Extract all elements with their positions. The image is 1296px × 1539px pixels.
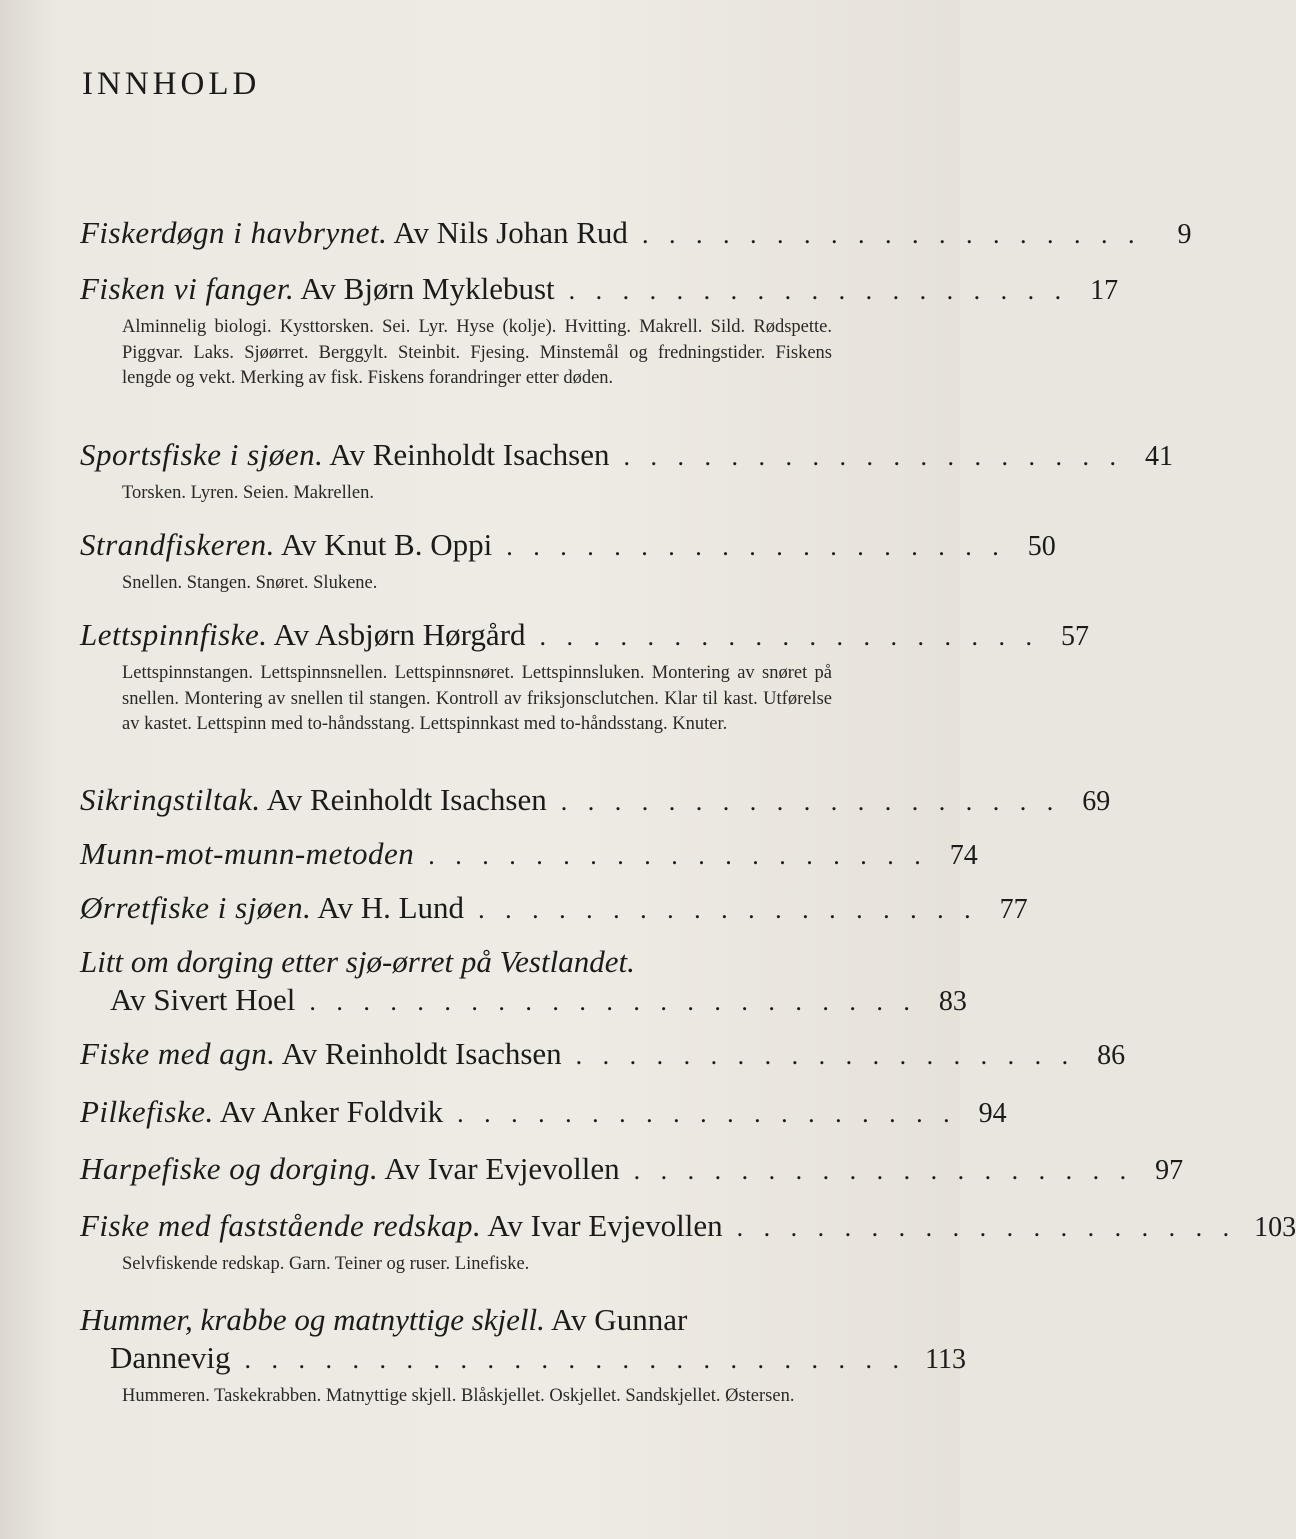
entry-title: Sportsfiske i sjøen. (80, 437, 324, 472)
entry-title: Litt om dorging etter sjø-ørret på Vestlandet. (80, 944, 635, 979)
entry-author: Av Sivert Hoel (110, 982, 296, 1017)
entry-page: 94 (978, 1098, 1007, 1129)
entry-author: Av Nils Johan Rud (393, 215, 628, 250)
toc-entry: Lettspinnfiske. Av Asbjørn Hørgård . . . . . . . . . . . . . . . . . . . 57 Lettspinnstangen. Lettspinnsnellen. Lettspinnsnøret. Lettspinnsluken. Montering av snøret på snellen. Montering av snellen til stangen. Kontroll av friksjonsclutchen. Klar til kast. Utførelse av kastet. Lettspinn med to-håndsstang. Lettspinnkast med to-håndsstang. Knuter. (80, 616, 895, 738)
toc-entry: Fiskerdøgn i havbrynet. Av Nils Johan Rud . . . . . . . . . . . . . . . . . . . 9 (80, 214, 895, 254)
entry-page: 103 (1254, 1212, 1296, 1243)
entry-subtopics: Snellen. Stangen. Snøret. Slukene. (122, 573, 378, 593)
toc-entry: Fiske med agn. Av Reinholdt Isachsen . . . . . . . . . . . . . . . . . . . 86 (80, 1035, 895, 1075)
entry-page: 86 (1097, 1040, 1126, 1071)
entry-page: 57 (1061, 621, 1090, 652)
entry-subtopics: Selvfiskende redskap. Garn. Teiner og ruser. Linefiske. (122, 1254, 530, 1274)
entry-subtopics: Lettspinnstangen. Lettspinnsnellen. Lettspinnsnøret. Lettspinnsluken. Montering av snøret på snellen. Montering av snellen til stangen. Kontroll av friksjonsclutchen. Klar til kast. Utførelse av kastet. Lettspinn med to-håndsstang. Lettspinnkast med to-håndsstang. Knuter. (122, 663, 832, 734)
entry-page: 97 (1155, 1155, 1184, 1186)
entry-author: Av Anker Foldvik (219, 1094, 444, 1129)
toc-entry: Sikringstiltak. Av Reinholdt Isachsen . . . . . . . . . . . . . . . . . . . 69 (80, 781, 895, 821)
entry-title: Hummer, krabbe og matnyttige skjell. (80, 1302, 545, 1337)
entry-title: Fisken vi fanger. (80, 271, 295, 306)
entry-page: 41 (1145, 441, 1173, 472)
entry-page: 50 (1027, 531, 1056, 562)
entry-author: Av Reinholdt Isachsen (281, 1036, 562, 1071)
entry-page: 83 (938, 986, 967, 1017)
toc-entry: Strandfiskeren. Av Knut B. Oppi . . . . . . . . . . . . . . . . . . . 50 Snellen. Stangen. Snøret. Slukene. (80, 526, 895, 597)
entry-author: Av Ivar Evjevollen (384, 1151, 620, 1186)
entry-title: Pilkefiske. (80, 1094, 214, 1129)
entry-subtopics: Torsken. Lyren. Seien. Makrellen. (122, 483, 374, 503)
entry-subtopics: Alminnelig biologi. Kysttorsken. Sei. Lyr. Hyse (kolje). Hvitting. Makrell. Sild. Rødspette. Piggvar. Laks. Sjøørret. Berggylt. Steinbit. Fjesing. Minstemål og fredningstider. Fiskens lengde og vekt. Merking av fisk. Fiskens forandringer etter døden. (122, 317, 832, 388)
entry-page: 74 (949, 840, 978, 871)
entry-title: Munn-mot-munn-metoden (80, 836, 415, 871)
entry-title: Sikringstiltak. (80, 782, 261, 817)
toc-entry: Fisken vi fanger. Av Bjørn Myklebust . . . . . . . . . . . . . . . . . . . 17 Alminnelig biologi. Kysttorsken. Sei. Lyr. Hyse (kolje). Hvitting. Makrell. Sild. Rødspette. Piggvar. Laks. Sjøørret. Berggylt. Steinbit. Fjesing. Minstemål og fredningstider. Fiskens lengde og vekt. Merking av fisk. Fiskens forandringer etter døden. (80, 270, 895, 392)
entry-page: 9 (1177, 219, 1192, 250)
toc-entry: Hummer, krabbe og matnyttige skjell. Av Gunnar Dannevig . . . . . . . . . . . . . . . . . . . . . . . . . 113 Hummeren. Taskekrabben. Matnyttige skjell. Blåskjellet. Oskjellet. Sandskjellet. Østersen. (80, 1301, 895, 1410)
toc-entry: Fiske med faststående redskap. Av Ivar Evjevollen . . . . . . . . . . . . . . . . . . . 103 Selvfiskende redskap. Garn. Teiner og ruser. Linefiske. (80, 1207, 895, 1278)
toc-entry: Sportsfiske i sjøen. Av Reinholdt Isachsen . . . . . . . . . . . . . . . . . . . 41 Torsken. Lyren. Seien. Makrellen. (80, 436, 895, 507)
entry-title: Strandfiskeren. (80, 527, 275, 562)
entry-page: 113 (925, 1344, 967, 1375)
toc-entry: Litt om dorging etter sjø-ørret på Vestlandet. Av Sivert Hoel . . . . . . . . . . . . . . . . . . . . . . . 83 (80, 943, 895, 1021)
entry-author-cont: Dannevig (110, 1340, 231, 1375)
entry-author: Av Reinholdt Isachsen (266, 782, 547, 817)
toc-entry: Ørretfiske i sjøen. Av H. Lund . . . . . . . . . . . . . . . . . . . 77 (80, 889, 895, 929)
entry-page: 17 (1090, 275, 1119, 306)
entry-page: 77 (999, 894, 1028, 925)
entry-title: Fiske med faststående redskap. (80, 1208, 482, 1243)
entry-title: Ørretfiske i sjøen. (80, 890, 312, 925)
entry-author: Av Asbjørn Hørgård (273, 617, 526, 652)
toc-entry: Harpefiske og dorging. Av Ivar Evjevollen . . . . . . . . . . . . . . . . . . . 97 (80, 1150, 895, 1190)
entry-author: Av Reinholdt Isachsen (329, 437, 610, 472)
entry-author: Av H. Lund (317, 890, 465, 925)
entry-title: Lettspinnfiske. (80, 617, 268, 652)
entry-author: Av Gunnar (550, 1302, 688, 1337)
page-heading: INNHOLD (82, 66, 261, 102)
entry-title: Harpefiske og dorging. (80, 1151, 379, 1186)
entry-author: Av Bjørn Myklebust (300, 271, 555, 306)
entry-title: Fiskerdøgn i havbrynet. (80, 215, 388, 250)
entry-title: Fiske med agn. (80, 1036, 276, 1071)
entry-subtopics: Hummeren. Taskekrabben. Matnyttige skjell. Blåskjellet. Oskjellet. Sandskjellet. Østersen. (122, 1386, 795, 1406)
entry-author: Av Knut B. Oppi (280, 527, 493, 562)
entry-author: Av Ivar Evjevollen (487, 1208, 723, 1243)
toc-entry: Munn-mot-munn-metoden . . . . . . . . . . . . . . . . . . . 74 (80, 835, 895, 875)
toc-entry: Pilkefiske. Av Anker Foldvik . . . . . . . . . . . . . . . . . . . 94 (80, 1093, 895, 1133)
entry-page: 69 (1082, 786, 1111, 817)
